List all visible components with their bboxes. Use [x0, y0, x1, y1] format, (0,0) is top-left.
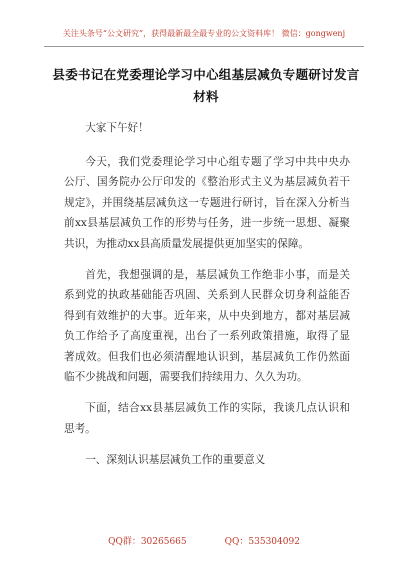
document-title: 县委书记在党委理论学习中心组基层减负专题研讨发言材料 [52, 67, 360, 104]
body-paragraph: 首先，我想强调的是，基层减负工作绝非小事，而是关系到党的执政基础能否巩固、关系到人民群众切身利益能否得到有效维护的大事。近年来，从中央到地方，都对基层减负工作给予了高度重视，出台了一系列政策措施，取得了显著成效。但我们也必须清醒地认识到，基层减负工作仍然面临不少挑战和问题，需要我们持续用力、久久为功。 [64, 268, 350, 383]
section-heading: 一、深刻认识基层减负工作的重要意义 [85, 453, 266, 466]
body-paragraph: 下面，结合xx县基层减负工作的实际，我谈几点认识和思考。 [64, 402, 350, 435]
header-banner: 关注头条号“公文研究”，获得最新最全最专业的公文资料库！ 微信：gongwenj [62, 29, 346, 38]
header-divider [44, 46, 364, 47]
greeting-paragraph: 大家下午好！ [85, 122, 149, 134]
qq-number: QQ：535304092 [224, 537, 300, 547]
footer-contact [0, 534, 408, 547]
document-body [64, 118, 350, 481]
body-paragraph: 今天，我们党委理论学习中心组专题了学习中共中央办公厅、国务院办公厅印发的《整治形式主义为基层减负若干规定》，并围绕基层减负这一专题进行研讨，旨在深入分析当前xx县基层减负工作的形势与任务，进一步统一思想、凝聚共识，为推动xx县高质量发展提供更加坚实的保障。 [64, 155, 350, 250]
qq-group-number: QQ群：30265665 [108, 537, 187, 547]
